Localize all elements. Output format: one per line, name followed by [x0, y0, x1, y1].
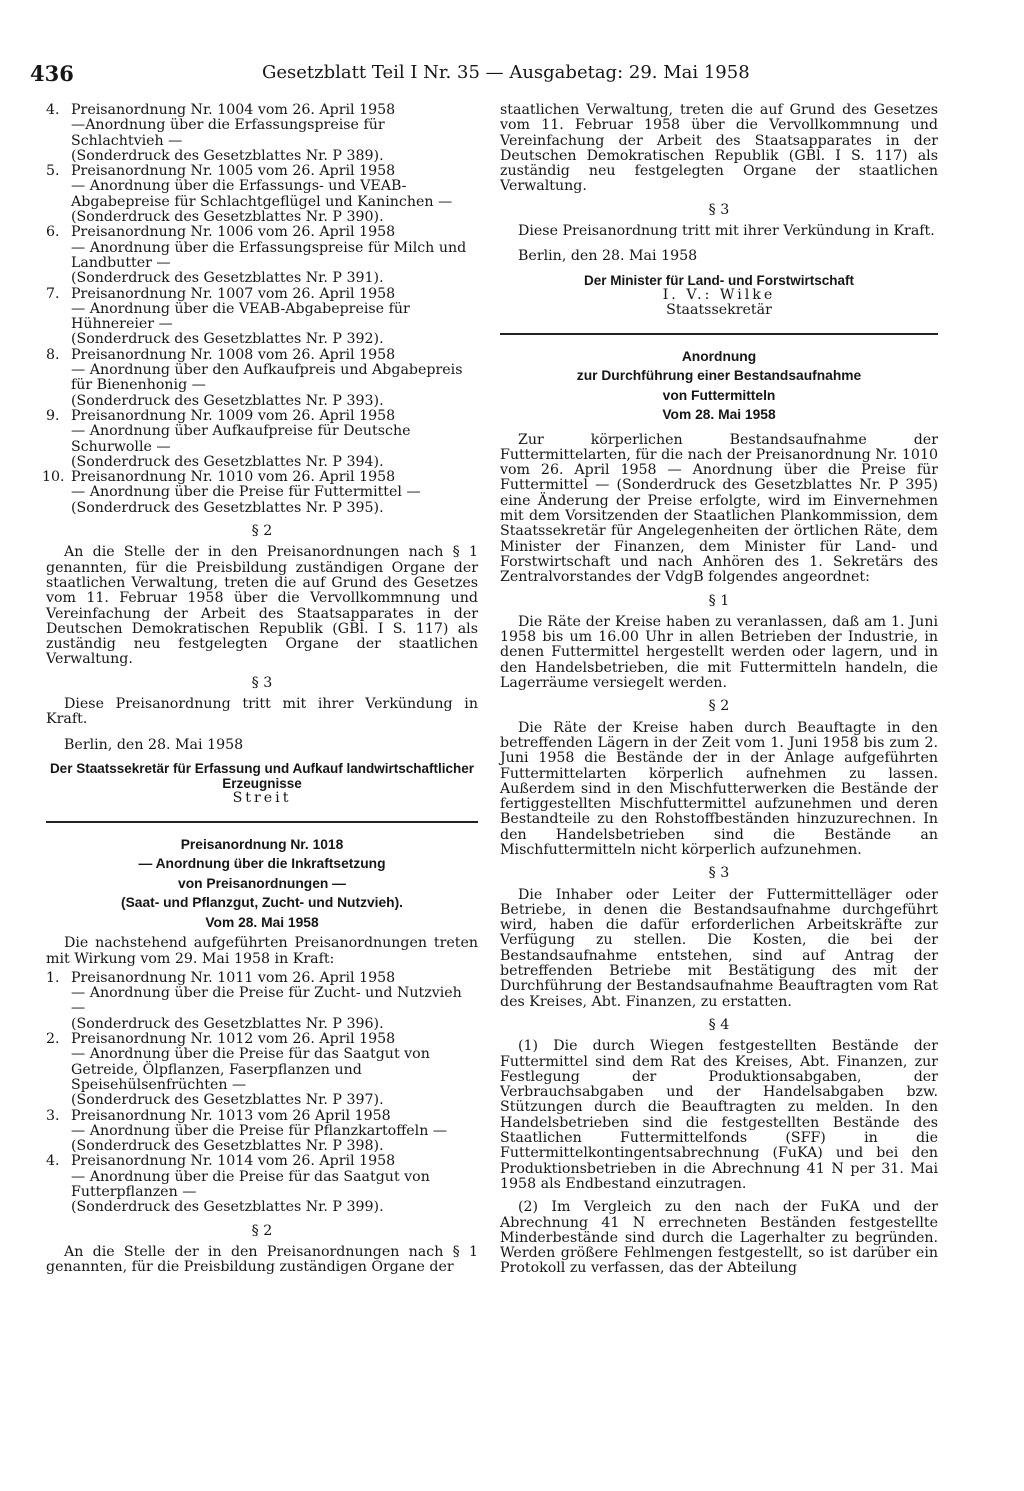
paragraph: staatlichen Verwaltung, treten die auf Grund des Gesetzes vom 11. Februar 1958 über die Vervollkommnung und Vereinfachung der Arbeit des Staatsapparates in der Deutschen Demokratischen Republik (GBl. I S. 117) als zuständig neu festgelegten Organe der staatlichen Verwaltung. — [500, 102, 938, 195]
list-item: 6. Preisanordnung Nr. 1006 vom 26. April 1958 — Anordnung über die Erfassungspreise für Milch und Landbutter — (Sonderdruck des Gesetzblattes Nr. P 391). — [46, 224, 467, 287]
list-item: 4. Preisanordnung Nr. 1004 vom 26. April 1958 —Anordnung über die Erfassungspreise für Schlachtvieh — (Sonderdruck des Gesetzblattes Nr. P 389). — [46, 102, 396, 164]
list-item: 1. Preisanordnung Nr. 1011 vom 26. April 1958 — Anordnung über die Preise für Zucht- und Nutzvieh — (Sonderdruck des Gesetzblattes Nr. P 396). — [46, 969, 462, 1032]
section-heading: § 2 — [251, 523, 273, 540]
section-heading: § 2 — [251, 1222, 273, 1239]
paragraph: Zur körperlichen Bestandsaufnahme der Futtermittelarten, für die nach der Preisanordnung Nr. 1010 vom 26. April 1958 — Anordnung über die Preise für Futtermittel — (Sonderdruck des Gesetzblattes Nr. P 395) eine Änderung der Preise erfolgte, wird im Einvernehmen mit dem Vorsitzenden der Staatlichen Plankommission, dem Staatssekretär für Angelegenheiten der örtlichen Räte, dem Minister der Finanzen, dem Minister für Land- und Forstwirtschaft und nach Anhören des 1. Sekretärs des Zentralvorstandes der VdgB folgendes angeordnet: — [500, 431, 938, 586]
list-item: 5. Preisanordnung Nr. 1005 vom 26. April 1958 — Anordnung über die Erfassungs- und VEAB-Abgabepreise für Schlachtgeflügel und Kaninchen — (Sonderdruck des Gesetzblattes Nr. P 390). — [46, 163, 453, 226]
list-item: 8. Preisanordnung Nr. 1008 vom 26. April 1958 — Anordnung über den Aufkaufpreis und Abgabepreis für Bienenhonig — (Sonderdruck des Gesetzblattes Nr. P 393). — [46, 346, 463, 409]
ordinance-heading: Anordnung zur Durchführung einer Bestandsaufnahme von Futtermitteln Vom 28. Mai 1958 — [576, 348, 862, 423]
signatory-authority: Der Minister für Land- und Forstwirtschaft — [583, 272, 854, 288]
paragraph: (1) Die durch Wiegen festgestellten Bestände der Futtermittel sind dem Rat des Kreises, Abt. Finanzen, zur Festlegung der Produktionsabgaben, der Verbrauchsabgaben und der Handelsabgaben bzw. Stützungen durch die Beauftragten zu melden. In den Handelsbetrieben sind die festgestellten Bestände des Staatlichen Futtermittelfonds (SFF) in die Futtermittelkontingentsabrechnung (FuKA) und bei den Produktionsbetrieben in die Abrechnung 41 N per 31. Mai 1958 als Endbestand einzutragen. — [500, 1038, 938, 1192]
section-heading: § 2 — [708, 698, 730, 715]
paragraph: Die Räte der Kreise haben zu veranlassen, daß am 1. Juni 1958 bis um 16.00 Uhr in allen Betrieben der Industrie, in denen Futtermittel hergestellt werden oder lagern, und in den Handelsbetrieben, die mit Futtermitteln handeln, die Lagerräume versiegelt werden. — [500, 613, 938, 692]
place-date: Berlin, den 28. Mai 1958 — [64, 736, 244, 753]
list-item: 10. Preisanordnung Nr. 1010 vom 26. April 1958 — Anordnung über die Preise für Futtermittel — (Sonderdruck des Gesetzblattes Nr. P 395). — [42, 469, 421, 516]
list-item: 3. Preisanordnung Nr. 1013 vom 26 April 1958 — Anordnung über die Preise für Pflanzkartoffeln — (Sonderdruck des Gesetzblattes Nr. P 398). — [46, 1107, 448, 1155]
section-divider — [500, 333, 938, 335]
list-item: 9. Preisanordnung Nr. 1009 vom 26. April 1958 — Anordnung über Aufkaufpreise für Deutsche Schurwolle — (Sonderdruck des Gesetzblattes Nr. P 394). — [46, 407, 411, 470]
page-number: 436 — [30, 61, 74, 86]
section-heading: § 3 — [708, 201, 730, 218]
running-header: Gesetzblatt Teil I Nr. 35 — Ausgabetag: 29. Mai 1958 — [262, 62, 750, 83]
paragraph: Diese Preisanordnung tritt mit ihrer Verkündung in Kraft. — [46, 695, 478, 728]
paragraph: Die Räte der Kreise haben durch Beauftagte in den betreffenden Lägern in der Zeit vom 1. Juni 1958 bis zum 2. Juni 1958 die Bestände der in der Anlage aufgeführten Futtermittelarten körperlich aufnehmen zu lassen. Außerdem sind in den Mischfutterwerken die Bestände der fertiggestellten Mischfuttermittel aufzunehmen und deren Bestandteile zu den Rohstoffbeständen hinzuzurechnen. In den Handelsbetrieben sind die Bestände an Mischfuttermitteln nicht körperlich aufzunehmen. — [500, 719, 938, 858]
paragraph: Diese Preisanordnung tritt mit ihrer Verkündung in Kraft. — [518, 223, 935, 240]
signatory-name: I. V.: Wilke — [662, 286, 776, 303]
section-divider — [46, 821, 478, 823]
section-heading: § 1 — [708, 592, 730, 609]
place-date: Berlin, den 28. Mai 1958 — [518, 248, 698, 265]
paragraph: An die Stelle der in den Preisanordnungen nach § 1 genannten, für die Preisbildung zuständigen Organe der staatlichen Verwaltung, treten die auf Grund des Gesetzes vom 11. Februar 1958 über die Vervollkommnung und Vereinfachung der Arbeit des Staatsapparates in der Deutschen Demokratischen Republik (GBl. I S. 117) als zuständig neu festgelegten Organe der staatlichen Verwaltung. — [46, 544, 478, 668]
signatory-title: Staatssekretär — [666, 302, 772, 319]
price-order-list-b — [46, 971, 478, 1216]
section-heading: § 3 — [708, 865, 730, 882]
list-item: 7. Preisanordnung Nr. 1007 vom 26. April 1958 — Anordnung über die VEAB-Abgabepreise für Hühnereier — (Sonderdruck des Gesetzblattes Nr. P 392). — [46, 285, 410, 348]
paragraph: An die Stelle der in den Preisanordnungen nach § 1 genannten, für die Preisbildung zuständigen Organe der — [46, 1243, 478, 1276]
section-heading: § 3 — [251, 674, 273, 691]
paragraph: Die nachstehend aufgeführten Preisanordnungen treten mit Wirkung vom 29. Mai 1958 in Kraft: — [46, 935, 478, 967]
price-order-list-a — [42, 102, 478, 516]
paragraph: (2) Im Vergleich zu den nach der FuKA und der Abrechnung 41 N errechneten Beständen festgestellte Minderbestände sind durch die Lagerhalter zu begründen. Werden größere Fehlmengen festgestellt, so ist darüber ein Protokoll zu verfassen, das der Abteilung — [500, 1199, 938, 1277]
section-heading: § 4 — [708, 1016, 730, 1033]
right-column — [500, 103, 938, 1277]
signatory-name: Streit — [232, 790, 292, 807]
ordinance-heading: Preisanordnung Nr. 1018 — Anordnung über die Inkraftsetzung von Preisanordnungen — (Saat- und Pflanzgut, Zucht- und Nutzvieh). Vom 28. Mai 1958 — [120, 836, 404, 930]
list-item: 2. Preisanordnung Nr. 1012 vom 26. April 1958 — Anordnung über die Preise für das Saatgut von Getreide, Ölpflanzen, Faserpflanzen und Speisehülsenfrüchten — (Sonderdruck des Gesetzblattes Nr. P 397). — [46, 1031, 430, 1109]
paragraph: Die Inhaber oder Leiter der Futtermittelläger oder Betriebe, in denen die Bestandsaufnahme durchgeführt wird, haben die dafür erforderlichen Arbeitskräfte zur Verfügung zu stellen. Die Kosten, die bei der Bestandsaufnahme entstehen, sind auf Antrag der betreffenden Betriebe mit Bestätigung des mit der Durchführung der Bestandsaufnahme Beauftragten vom Rat des Kreises, Abt. Finanzen, zu erstatten. — [500, 886, 938, 1010]
list-item: 4. Preisanordnung Nr. 1014 vom 26. April 1958 — Anordnung über die Preise für das Saatgut von Futterpflanzen — (Sonderdruck des Gesetzblattes Nr. P 399). — [46, 1153, 430, 1216]
signatory-authority: Der Staatssekretär für Erfassung und Aufkauf landwirtschaftlicher Erzeugnisse — [49, 760, 475, 792]
left-column — [42, 102, 478, 1276]
